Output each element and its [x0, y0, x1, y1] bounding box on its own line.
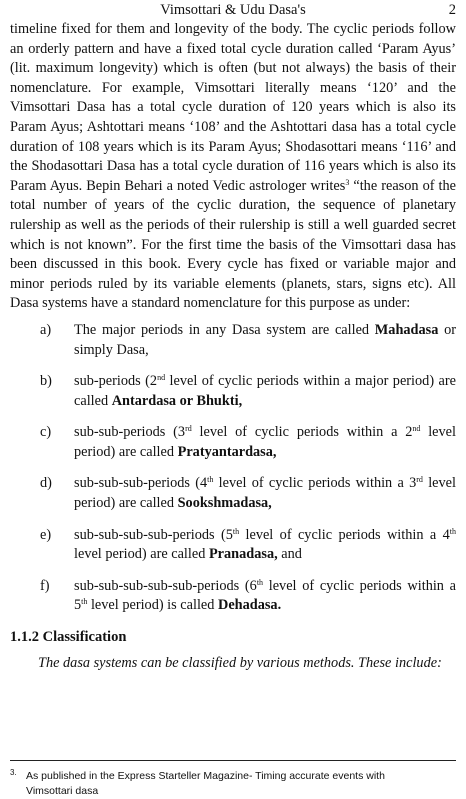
list-text: level of cyclic periods within a 4 [239, 526, 450, 543]
ordinal-suffix: nd [157, 373, 166, 383]
list-text: or simply Dasa, [74, 321, 456, 358]
ordinal-suffix: rd [185, 424, 192, 434]
footnote-reference: 3 [345, 177, 350, 187]
section-heading: 1.1.2 Classification [10, 629, 127, 646]
footnote-marker: 3. [10, 768, 17, 777]
list-text: level period) is called [87, 597, 218, 614]
body-text [10, 20, 456, 673]
ordinal-suffix: rd [416, 475, 423, 485]
list-marker: b) [40, 373, 52, 390]
list-text: sub-sub-periods (3 [74, 424, 186, 441]
list-item-a [10, 321, 456, 360]
ordinal-suffix: th [449, 526, 456, 536]
paragraph-text-part1: timeline fixed for them and longevity of the body. The cyclic periods follow an orderly pattern and have a fixed total cycle duration called ‘Param Ayus’ (lit. maximum longevity) which is often (but not always) the basis of their nomenclature. For example, Vimsottari literally means ‘120’ and the Vimsottari Dasa has a total cycle duration of 120 years which is also its Param Ayus; Ashtottari means ‘108’ and the Ashtottari dasa has a total cycle duration of 108 years which is its Param Ayus; Shodasottari means ‘116’ and the Shodasottari Dasa has a total cycle duration of 116 years which is also its Param Ayus. Bepin Behari a noted Vedic astrologer writes [10, 21, 456, 194]
footnote-divider [10, 760, 456, 761]
list-marker: a) [40, 321, 52, 338]
ordinal-suffix: nd [412, 424, 421, 434]
footnote [10, 765, 456, 799]
list-text: sub-sub-sub-sub-periods (5 [74, 526, 233, 543]
list-item-e [10, 526, 456, 565]
ordinal-suffix: th [256, 577, 264, 587]
list-text: level of cyclic periods within a major period) are called [74, 373, 456, 409]
list-term: Mahadasa [374, 321, 439, 338]
list-text: level of cyclic periods within a 2 [191, 424, 413, 441]
footnote-line-2: Vimsottari dasa [26, 785, 99, 797]
list-text: level period) are called [74, 424, 456, 460]
ordinal-suffix: th [81, 597, 88, 607]
list-text: level period) are called [74, 546, 209, 563]
list-marker: d) [40, 475, 52, 492]
list-term: Antardasa or Bhukti, [111, 392, 243, 409]
dasa-nomenclature-list [10, 321, 456, 616]
list-term: Dehadasa. [218, 597, 282, 614]
list-term: Pratyantardasa, [177, 443, 277, 460]
list-marker: f) [40, 577, 50, 594]
list-item-d [10, 474, 456, 513]
running-header [0, 2, 466, 20]
list-text: level of cyclic periods within a 5 [74, 577, 456, 614]
footnote-line-1: As published in the Express Starteller Magazine- Timing accurate events with [26, 770, 385, 782]
list-text: sub-sub-sub-sub-sub-periods (6 [74, 577, 257, 594]
list-marker: c) [40, 424, 52, 441]
ordinal-suffix: th [232, 526, 240, 536]
list-marker: e) [40, 526, 52, 543]
paragraph-intro [10, 20, 456, 314]
list-text: level of cyclic periods within a 3 [213, 475, 417, 492]
paragraph-text-part2: “the reason of the total number of years of the cyclic duration, the sequence of planetary rulership as well as the periods of their rulership is still a well guarded secret which is not known”. For the first time the basis of the Vimsottari dasa has been discussed in this book. Every cycle has fixed or variable major and minor periods ruled by its variable elements (planets, stars, signs etc). All Dasa systems have a standard nomenclature for this purpose as under: [10, 177, 456, 312]
list-item-f [10, 577, 456, 616]
list-text: and [277, 546, 302, 563]
list-text: sub-periods (2 [74, 373, 158, 390]
page-number: 2 [448, 2, 456, 18]
list-term: Pranadasa, [208, 546, 278, 563]
list-item-b [10, 372, 456, 411]
section-intro: The dasa systems can be classified by various methods. These include: [38, 654, 442, 671]
running-title: Vimsottari & Udu Dasa's [160, 2, 306, 18]
list-term: Sookshmadasa, [177, 495, 272, 512]
list-item-c [10, 423, 456, 462]
list-text: sub-sub-sub-periods (4 [74, 475, 208, 492]
list-text: The major periods in any Dasa system are called [74, 321, 375, 338]
ordinal-suffix: th [207, 475, 214, 485]
list-text: level period) are called [74, 475, 456, 512]
